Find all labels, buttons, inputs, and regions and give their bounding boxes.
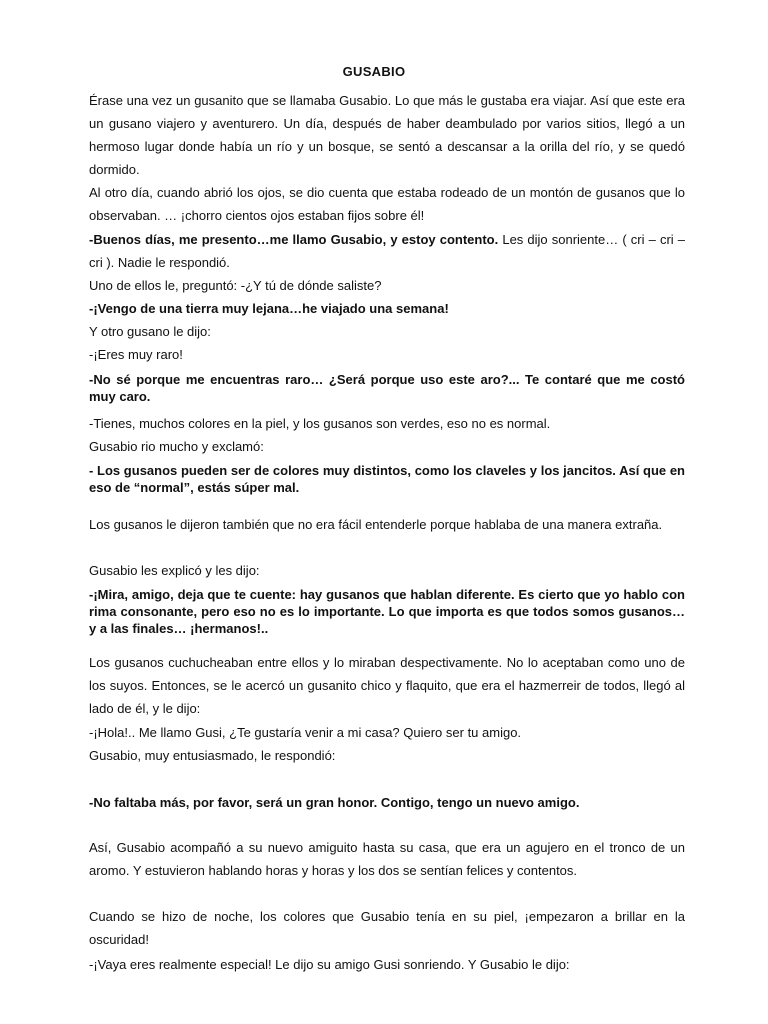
paragraph-11: - Los gusanos pueden ser de colores muy distintos, como los claveles y los jancitos. Así que en eso de “normal”, estás súper mal. xyxy=(89,463,685,495)
paragraph-5: -¡Vengo de una tierra muy lejana…he viajado una semana! xyxy=(89,301,449,316)
paragraph-16: -¡Hola!.. Me llamo Gusi, ¿Te gustaría venir a mi casa? Quiero ser tu amigo. xyxy=(89,725,522,740)
paragraph-6: Y otro gusano le dijo: xyxy=(89,324,211,339)
paragraph-20: Cuando se hizo de noche, los colores que Gusabio tenía en su piel, ¡empezaron a brillar en la oscuridad! xyxy=(89,909,685,947)
paragraph-21: -¡Vaya eres realmente especial! Le dijo su amigo Gusi sonriendo. Y Gusabio le dijo: xyxy=(89,957,570,972)
paragraph-14: -¡Mira, amigo, deja que te cuente: hay gusanos que hablan diferente. Es cierto que yo hablo con rima consonante, pero eso no es lo importante. Lo que importa es que todos somos gusanos…y a las finales… ¡hermanos!.. xyxy=(89,587,685,636)
paragraph-3-normal: Les dijo sonriente… ( cri – cri – cri ). Nadie le respondió. xyxy=(89,232,685,270)
paragraph-8: -No sé porque me encuentras raro… ¿Será porque uso este aro?... Te contaré que me costó muy caro. xyxy=(89,372,685,404)
paragraph-2: Al otro día, cuando abrió los ojos, se dio cuenta que estaba rodeado de un montón de gusanos que lo observaban. … ¡chorro cientos ojos estaban fijos sobre él! xyxy=(89,185,685,223)
paragraph-17: Gusabio, muy entusiasmado, le respondió: xyxy=(89,748,336,763)
paragraph-12: Los gusanos le dijeron también que no era fácil entenderle porque hablaba de una manera extraña. xyxy=(89,517,663,532)
paragraph-15: Los gusanos cuchucheaban entre ellos y lo miraban despectivamente. No lo aceptaban como uno de los suyos. Entonces, se le acercó un gusanito chico y flaquito, que era el hazmerreir de todos, llegó al lado de él, y le dijo: xyxy=(89,655,685,716)
paragraph-13: Gusabio les explicó y les dijo: xyxy=(89,563,260,578)
paragraph-18: -No faltaba más, por favor, será un gran honor. Contigo, tengo un nuevo amigo. xyxy=(89,795,580,810)
paragraph-4: Uno de ellos le, preguntó: -¿Y tú de dónde saliste? xyxy=(89,278,382,293)
paragraph-3 xyxy=(89,228,685,274)
document-title: GUSABIO xyxy=(342,64,406,79)
paragraph-9: -Tienes, muchos colores en la piel, y los gusanos son verdes, eso no es normal. xyxy=(89,416,551,431)
paragraph-19: Así, Gusabio acompañó a su nuevo amiguito hasta su casa, que era un agujero en el tronco de un aromo. Y estuvieron hablando horas y horas y los dos se sentían felices y contentos. xyxy=(89,840,685,878)
paragraph-3-bold: -Buenos días, me presento…me llamo Gusabio, y estoy contento. xyxy=(89,232,499,247)
paragraph-10: Gusabio rio mucho y exclamó: xyxy=(89,439,264,454)
paragraph-7: -¡Eres muy raro! xyxy=(89,347,183,362)
paragraph-1: Érase una vez un gusanito que se llamaba Gusabio. Lo que más le gustaba era viajar. Así que este era un gusano viajero y aventurero. Un día, después de haber deambulado por varios sitios, llegó a un hermoso lugar donde había un río y un bosque, se sentó a descansar a la orilla del río, y se quedó dormido. xyxy=(89,93,685,177)
